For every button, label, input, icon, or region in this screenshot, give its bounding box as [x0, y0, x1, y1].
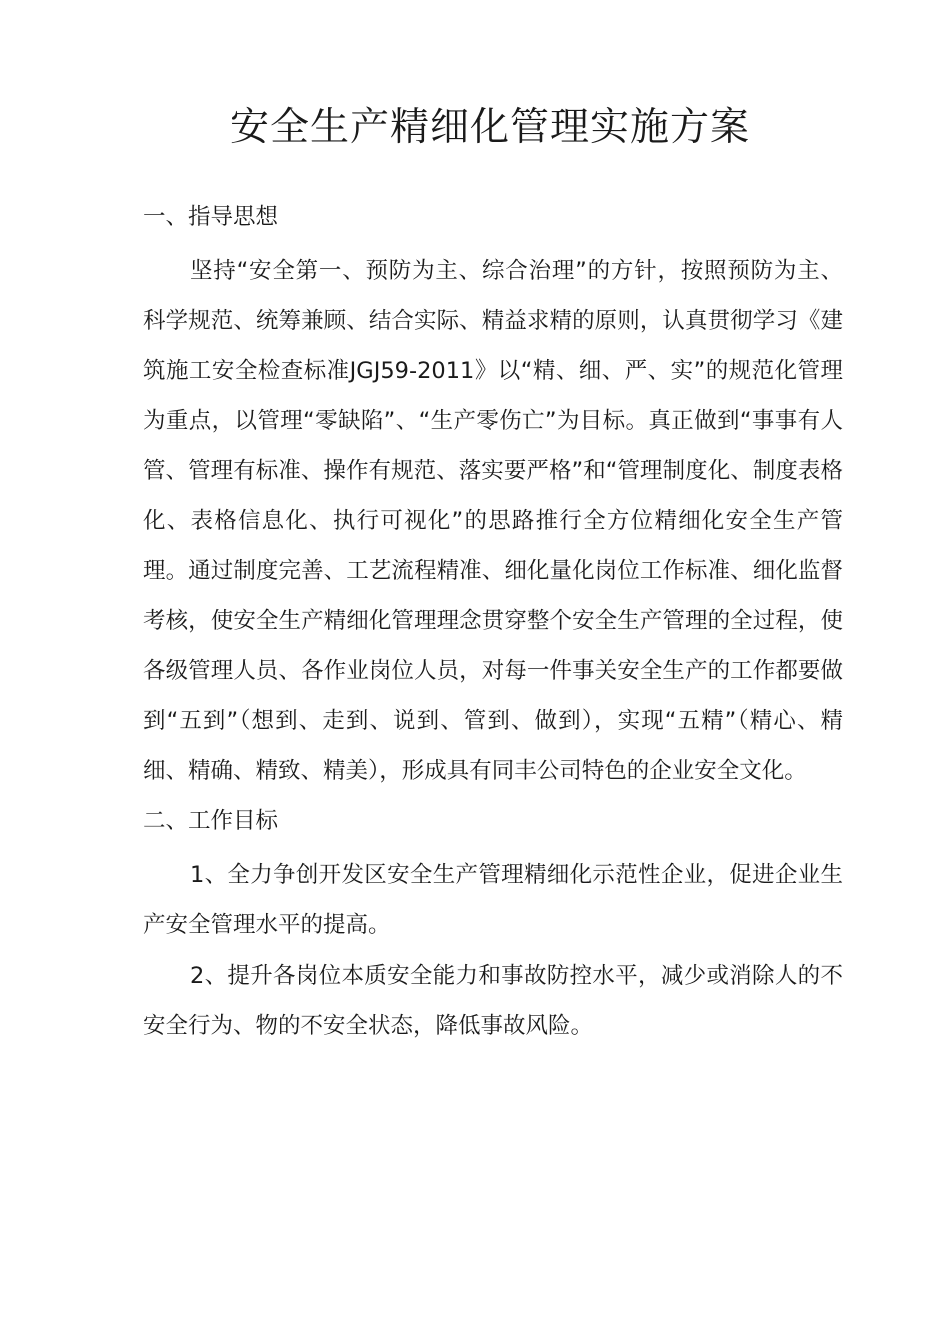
document-body	[143, 192, 843, 1051]
document-title: 安全生产精细化管理实施方案	[229, 105, 750, 150]
section-paragraph: 坚持“安全第一、预防为主、综合治理”的方针，按照预防为主、科学规范、统筹兼顾、结合实际、精益求精的原则，认真贯彻学习《建筑施工安全检查标准JGJ59-2011》以“精、细、严、实”的规范化管理为重点，以管理“零缺陷”、“生产零伤亡”为目标。真正做到“事事有人管、管理有标准、操作有规范、落实要严格”和“管理制度化、制度表格化、表格信息化、执行可视化”的思路推行全方位精细化安全生产管理。通过制度完善、工艺流程精准、细化量化岗位工作标准、细化监督考核，使安全生产精细化管理理念贯穿整个安全生产管理的全过程，使各级管理人员、各作业岗位人员，对每一件事关安全生产的工作都要做到“五到”（想到、走到、说到、管到、做到），实现“五精”（精心、精细、精确、精致、精美），形成具有同丰公司特色的企业安全文化。	[143, 258, 843, 784]
section-work-objectives	[143, 796, 843, 1051]
section-paragraph: 2、提升各岗位本质安全能力和事故防控水平，减少或消除人的不安全行为、物的不安全状态，降低事故风险。	[143, 963, 843, 1039]
section-paragraph: 1、全力争创开发区安全生产管理精细化示范性企业，促进企业生产安全管理水平的提高。	[143, 862, 843, 938]
section-guiding-ideology	[143, 192, 843, 796]
section-heading: 二、工作目标	[143, 808, 279, 834]
section-heading: 一、指导思想	[143, 204, 279, 230]
